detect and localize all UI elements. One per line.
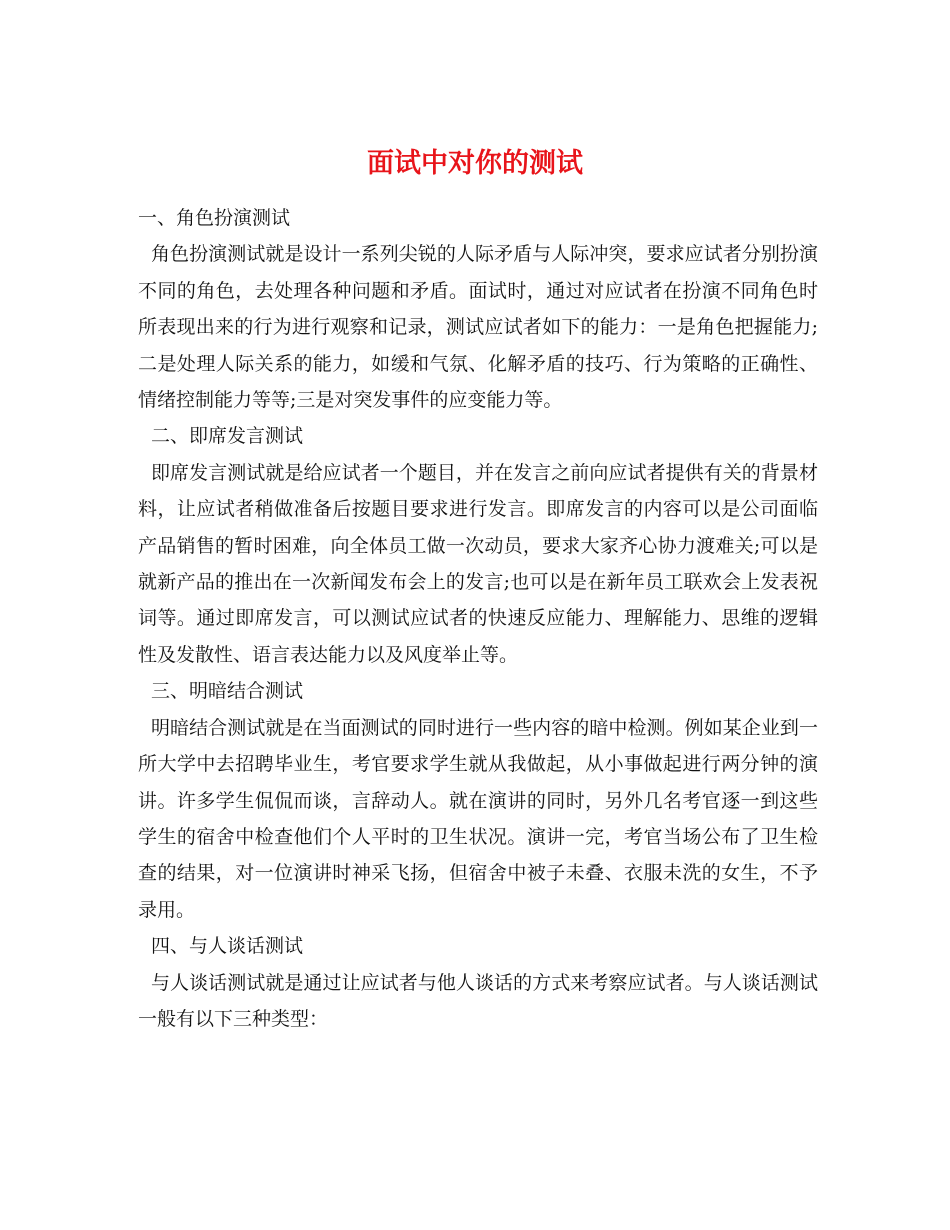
section-paragraph-overt-covert: 明暗结合测试就是在当面测试的同时进行一些内容的暗中检测。例如某企业到一所大学中去招聘毕业生，考官要求学生就从我做起，从小事做起进行两分钟的演讲。许多学生侃侃而谈，言辞动人。就在演讲的同时，另外几名考官逐一到这些学生的宿舍中检查他们个人平时的卫生状况。演讲一完，考官当场公布了卫生检查的结果，对一位演讲时神采飞扬，但宿舍中被子未叠、衣服未洗的女生，不予录用。 xyxy=(138,716,818,921)
section-heading-overt-covert: 三、明暗结合测试 xyxy=(151,680,304,703)
section-paragraph-role-play: 角色扮演测试就是设计一系列尖锐的人际矛盾与人际冲突，要求应试者分别扮演不同的角色，去处理各种问题和矛盾。面试时，通过对应试者在扮演不同角色时所表现出来的行为进行观察和记录，测试应试者如下的能力：一是角色把握能力;二是处理人际关系的能力，如缓和气氛、化解矛盾的技巧、行为策略的正确性、情绪控制能力等等;三是对突发事件的应变能力等。 xyxy=(138,243,818,412)
section-heading-impromptu-speech: 二、即席发言测试 xyxy=(151,425,304,448)
document-title: 面试中对你的测试 xyxy=(367,148,583,180)
section-paragraph-conversation: 与人谈话测试就是通过让应试者与他人谈话的方式来考察应试者。与人谈话测试一般有以下三种类型： xyxy=(138,971,818,1030)
document-body xyxy=(138,200,818,1037)
section-heading-conversation: 四、与人谈话测试 xyxy=(151,935,304,958)
section-paragraph-impromptu-speech: 即席发言测试就是给应试者一个题目，并在发言之前向应试者提供有关的背景材料，让应试者稍做准备后按题目要求进行发言。即席发言的内容可以是公司面临产品销售的暂时困难，向全体员工做一次动员，要求大家齐心协力渡难关;可以是就新产品的推出在一次新闻发布会上的发言;也可以是在新年员工联欢会上发表祝词等。通过即席发言，可以测试应试者的快速反应能力、理解能力、思维的逻辑性及发散性、语言表达能力以及风度举止等。 xyxy=(138,461,818,666)
section-heading-role-play: 一、角色扮演测试 xyxy=(138,207,291,229)
